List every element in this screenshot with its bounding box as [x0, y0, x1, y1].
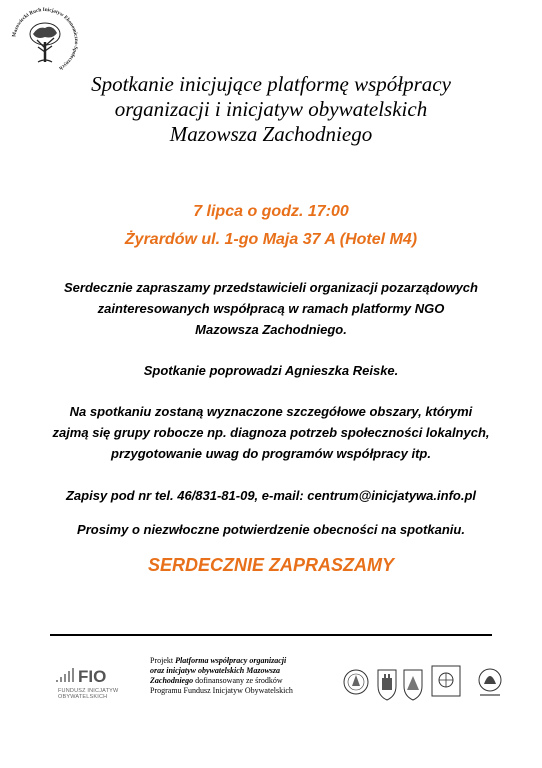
project-name: Platforma współpracy organizacji: [175, 656, 287, 665]
page-title: [40, 72, 502, 147]
registration-text: Zapisy pod nr tel. 46/831-81-09, e-mail:: [65, 488, 308, 503]
invitation-line: zainteresowanych współpracą w ramach platformy NGO: [97, 301, 445, 316]
details-line: zajmą się grupy robocze np. diagnoza potrzeb społeczności lokalnych,: [52, 425, 490, 440]
details-line: przygotowanie uwag do programów współpracy itp.: [111, 446, 431, 461]
invitation-paragraph: [20, 277, 522, 340]
crest-icon-5: [479, 669, 501, 696]
details-line: Na spotkaniu zostaną wyznaczone szczegółowe obszary, którymi: [69, 404, 473, 419]
project-name: oraz inicjatyw obywatelskich Mazowsza: [150, 666, 281, 675]
closing-heading: SERDECZNIE ZAPRASZAMY: [147, 555, 394, 575]
event-date: 7 lipca o godz. 17:00: [193, 203, 349, 220]
title-line: organizacji i inicjatyw obywatelskich: [114, 97, 428, 121]
footer-divider: [50, 634, 492, 636]
details-paragraph: [20, 401, 522, 464]
registration-line: [20, 485, 522, 506]
fio-caption-line: FUNDUSZ INICJATYW: [58, 688, 119, 694]
title-line: Spotkanie inicjujące platformę współpracy: [91, 72, 451, 96]
fio-logo-text: FIO: [78, 667, 107, 686]
logo-ring-text: Mazowiecki Ruch Inicjatyw Ekonomiczno-Społecznych: [11, 6, 80, 72]
crest-icon-1: [344, 670, 368, 694]
fio-caption: [58, 688, 118, 700]
crest-icon-4: [432, 666, 460, 696]
project-prefix: Projekt: [150, 656, 176, 665]
title-line: Mazowsza Zachodniego: [169, 122, 373, 146]
event-place: Żyrardów ul. 1-go Maja 37 A (Hotel M4): [124, 231, 418, 248]
tree-logo-icon: [8, 4, 82, 78]
project-suffix: dofinansowany ze środków: [193, 676, 283, 685]
confirmation-line: Prosimy o niezwłoczne potwierdzenie obecności na spotkaniu.: [77, 522, 465, 537]
project-name: Zachodniego: [150, 676, 194, 685]
invitation-line: Serdecznie zapraszamy przedstawicieli organizacji pozarządowych: [64, 280, 478, 295]
project-description: [150, 656, 340, 696]
fio-logo-icon: [52, 660, 134, 710]
fio-caption-line: OBYWATELSKICH: [58, 694, 108, 700]
registration-email-link[interactable]: centrum@inicjatywa.info.pl: [307, 488, 476, 503]
crest-icon-3: [404, 670, 422, 700]
invitation-line: Mazowsza Zachodniego.: [195, 322, 347, 337]
partner-logos: [342, 660, 532, 706]
crest-icon-2: [378, 670, 396, 700]
host-line: Spotkanie poprowadzi Agnieszka Reiske.: [143, 363, 399, 378]
program-name: Programu Fundusz Inicjatyw Obywatelskich: [150, 686, 293, 695]
